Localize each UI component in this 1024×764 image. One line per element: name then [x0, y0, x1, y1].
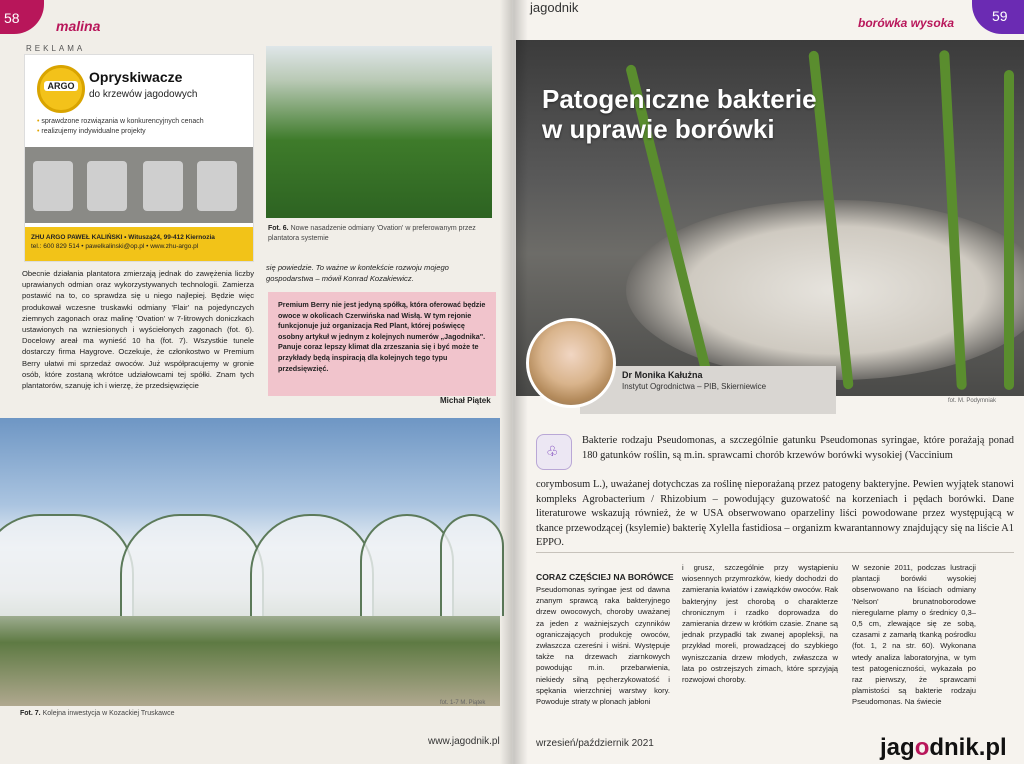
- article-column-1: Obecnie działania plantatora zmierzają jednak do zawężenia liczby uprawianych odmian oraz wykorzystywanych technologii. Zamierza postawić na to, co sprawdza się u niego najlepiej. Będzie więc produkował wczesne truskawki odmiany 'Flair' na pojedynczych ziemnych zagonach oraz malinę 'Ovation' w 7-litrowych doniczkach ustawionych na wzniesionych i wyściełonych zagonach (fot. 6). Docelowy areał ma wynieść 10 ha (fot. 7). Wszystkie tunele dostarczy firma Haygrove. Oczekuje, że członkostwo w Premium Berry ułatwi mi sprzedaż owoców. Już współpracujemy w gronie osób, które zostaną wkrótce udziałowcami tej spółki. Znam tych plantatorów, szanuję ich i wierzę, że przedsięwzięcie: [22, 269, 254, 391]
- ad-label: REKLAMA: [26, 44, 86, 53]
- photo6-caption: Fot. 6. Nowe nasadzenie odmiany 'Ovation' w preferowanym przez plantatora systemie: [268, 225, 476, 242]
- argo-logo: ARGO: [37, 65, 85, 113]
- raspberry-plantation-photo: [266, 46, 492, 218]
- article-column-2: i grusz, szczególnie przy wystąpieniu wiosennych przymrozków, kiedy dochodzi do zamierania kwiatów i zawiązków owoców. Rak bakteryjny jest chorobą o charakterze chronicznym i rzadko doprowadza do zamierania drzew w krótkim czasie. Znane są jednak przypadki tak zwanej apopleksji, na przykład moreli, prowadzącej do szybkiego wyniszczania drzew młodych, zwłaszcza w lata po ostrzejszych zimach, które sprzyjają rozwojowi choroby.: [682, 563, 838, 685]
- photo7-caption: Fot. 7. Kolejna inwestycja w Kozackiej Truskawce: [20, 710, 175, 717]
- ad-footer: ZHU ARGO PAWEŁ KALIŃSKI • Wituszą24, 99-412 Kiernozia tel.: 600 829 514 • pawelkalinski@op.pl • www.zhu-argo.pl: [25, 227, 253, 261]
- ad-bullets: [37, 117, 204, 137]
- section-label-left: malina: [56, 18, 101, 34]
- issue-date: wrzesień/październik 2021: [536, 738, 654, 749]
- article-intro-continued: corymbosum L.), uważanej dotychczas za roślinę nieporażaną przez patogeny bakteryjne. Pewien wyjątek stanowi kompleks Agrobacterium / Rhizobium – powodujący guzowatość na korzeniach i pędach borówki. Dane literaturowe wskazują również, że w USA obserwowano oparzeliny liści powodowane przez występującą w tkance przewodzącej (ksylemie) bakterię Xylella fastidiosa – organizm kwarantannowy znajdujący się na liście A1 EPPO.: [536, 479, 1014, 549]
- tunnels-photo: [0, 418, 500, 706]
- section-label-right: borówka wysoka: [858, 16, 955, 30]
- right-page: [512, 0, 1024, 764]
- footer-url[interactable]: www.jagodnik.pl: [428, 736, 500, 747]
- magazine-brand-bottom: jagodnik.pl: [880, 734, 1007, 761]
- article-column-3: W sezonie 2011, podczas lustracji plantacji borówki wysokiej obserwowano na liściach odmiany 'Nelson' brunatnoborodowe nieregularne plamy o średnicy 0,3–0,5 cm, zlewające się ze sobą, czasami z zamarłą tkanką pośrodku (fot. 1, 2 na str. 60). Wykonana wtedy analiza laboratoryjna, w tym test patogeniczności, wykazała po raz pierwszy, że sprawcami plamistości są bakterie rodzaju Pseudomonas. Na świecie: [852, 563, 976, 707]
- article-author: Michał Piątek: [440, 396, 491, 405]
- ad-subtitle: do krzewów jagodowych: [89, 89, 198, 100]
- sprayer-photo: [25, 147, 253, 223]
- plant-icon: ♧: [536, 434, 572, 470]
- article-title: Patogeniczne bakterie w uprawie borówki: [542, 84, 817, 144]
- section-subheading: CORAZ CZĘŚCIEJ NA BORÓWCE: [536, 572, 674, 582]
- author-name: Dr Monika Kałużna: [622, 370, 703, 380]
- divider: [536, 552, 1014, 553]
- ad-bullet: • realizujemy indywidualne projekty: [37, 127, 204, 137]
- ad-title: Opryskiwacze: [89, 69, 183, 85]
- argo-advertisement: [24, 54, 254, 262]
- photo7-credit: fot. 1-7 M. Piątek: [440, 700, 486, 706]
- magazine-brand-top: jagodnik: [530, 0, 579, 15]
- page-number-left: 58: [0, 0, 44, 34]
- highlight-box: Premium Berry nie jest jedyną spółką, która oferować będzie owoce w okolicach Czerwińska nad Wisłą. W tym rejonie funkcjonuje już organizacja Red Plant, której poświęcę osobny artykuł w jednym z kolejnych numerów „Jagodnika". Panuje coraz lepszy klimat dla zrzeszania się i być może te przykłady będą inspiracją dla kolejnych tego typu przedsięwzięć.: [268, 292, 496, 396]
- hero-photo-credit: fot. M. Podymniak: [948, 398, 997, 404]
- article-intro: Bakterie rodzaju Pseudomonas, a szczególnie gatunku Pseudomonas syringae, które porażają ponad 180 gatunków roślin, są m.in. sprawcami chorób krzewów borówki wysokiej (Vaccinium: [582, 435, 1014, 461]
- author-institution: Instytut Ogrodnictwa – PIB, Skierniewice: [622, 382, 767, 391]
- article-column-1: Pseudomonas syringae jest od dawna znanym sprawcą raka bakteryjnego drzew owocowych, choroby uważanej za jeden z ważniejszych czynników ograniczających produkcję owoców, zwłaszcza czereśni i wiśni. Występuje także na drzewach ziarnkowych powodując m.in. przebarwienia, niekiedy silną pęcherzykowatość i spękania wierzchniej warstwy kory. Powoduje straty w plonach jabłoni: [536, 585, 670, 707]
- author-portrait: [526, 318, 616, 408]
- ad-bullet: • sprawdzone rozwiązania w konkurencyjnych cenach: [37, 117, 204, 127]
- page-number-right: 59: [972, 0, 1024, 34]
- article-column-2: się powiedzie. To ważne w kontekście rozwoju mojego gospodarstwa – mówił Konrad Kozakiewicz.: [266, 263, 449, 284]
